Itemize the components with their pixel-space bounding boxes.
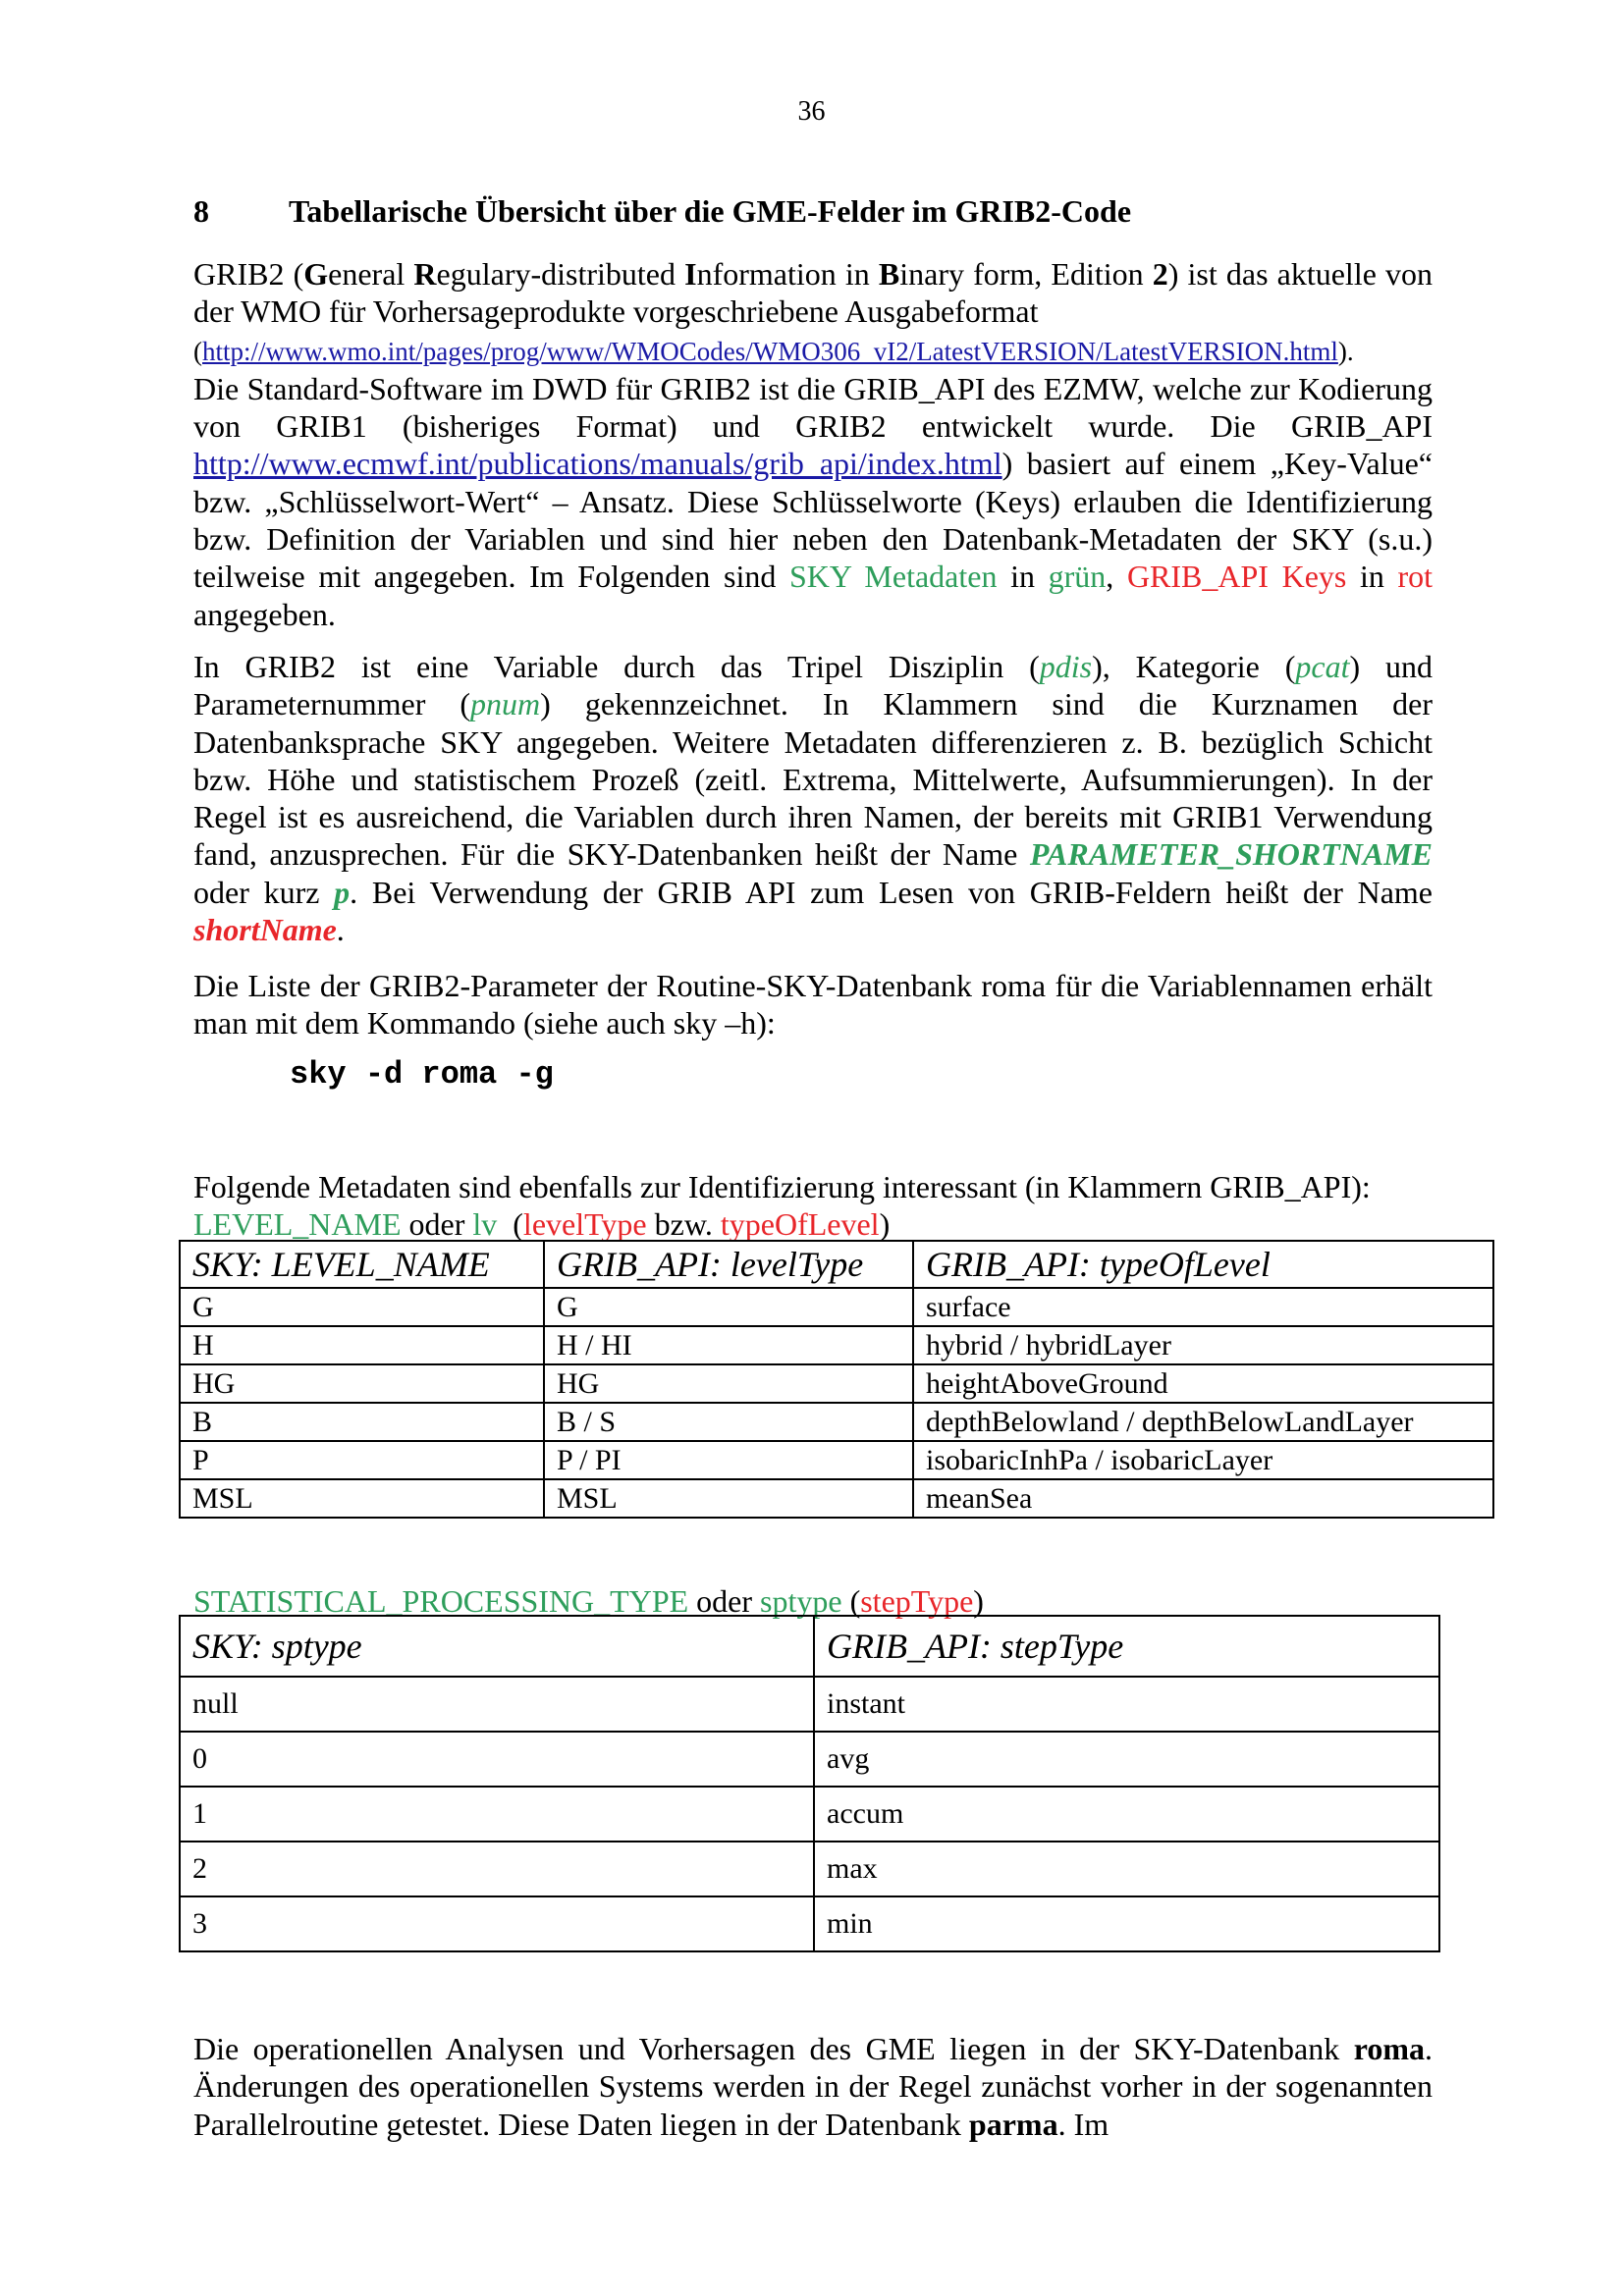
- table-row: [180, 1896, 1439, 1951]
- stat-processing-key: STATISTICAL_PROCESSING_TYPE: [193, 1583, 689, 1619]
- table-cell: null: [180, 1677, 814, 1732]
- shortname-key: shortName: [193, 912, 337, 948]
- parameter-shortname-key: PARAMETER_SHORTNAME: [1029, 836, 1433, 873]
- table-header: GRIB_API: typeOfLevel: [913, 1241, 1493, 1288]
- table-row: [180, 1364, 1493, 1403]
- section-heading: [193, 193, 1433, 230]
- grib-keys-label: GRIB_API Keys: [1126, 559, 1347, 595]
- table-cell: hybrid / hybridLayer: [913, 1326, 1493, 1364]
- sky-command: sky -d roma -g: [290, 1056, 554, 1093]
- sptype-key: sptype: [760, 1583, 842, 1619]
- table-cell: instant: [814, 1677, 1439, 1732]
- text: ) ist das aktuelle von der WMO für Vorhersageprodukte vorgeschriebene Ausgabeformat: [193, 256, 1434, 330]
- table-cell: 1: [180, 1787, 814, 1842]
- table-header-row: [180, 1241, 1493, 1288]
- text: . Im: [1057, 2106, 1109, 2142]
- page-number: 36: [797, 96, 826, 127]
- bold-letter: B: [878, 256, 900, 292]
- text: eneral: [328, 256, 414, 292]
- text: (: [193, 336, 202, 366]
- level-name-key: LEVEL_NAME: [193, 1206, 402, 1243]
- table-cell: HG: [544, 1364, 913, 1403]
- pcat-key: pcat: [1295, 649, 1350, 684]
- text: ) basiert auf einem „Key-Value“ bzw. „Schlüsselwort-Wert“ – Ansatz. Diese Schlüsselworte (Keys) erlauben die Identifizierung bzw. Definition der Variablen und sind hier neben den Datenbank-Metadaten der SKY (s.u.) teilweise mit angegeben. Im Folgenden sind: [193, 446, 1433, 595]
- text: oder: [401, 1206, 473, 1243]
- table-cell: H / HI: [544, 1326, 913, 1364]
- db-roma: roma: [1353, 2031, 1425, 2066]
- table-row: [180, 1732, 1439, 1787]
- table-header-row: [180, 1616, 1439, 1677]
- p-key: p: [334, 874, 351, 910]
- table-cell: depthBelowland / depthBelowLandLayer: [913, 1403, 1493, 1441]
- text: bzw.: [646, 1206, 721, 1243]
- table-cell: G: [544, 1288, 913, 1326]
- table-row: [180, 1677, 1439, 1732]
- table-cell: 0: [180, 1732, 814, 1787]
- text: angegeben.: [193, 596, 336, 632]
- table-header: GRIB_API: stepType: [814, 1616, 1439, 1677]
- steptype-key: stepType: [860, 1583, 974, 1619]
- table-header: SKY: LEVEL_NAME: [180, 1241, 544, 1288]
- bold-letter: 2: [1152, 256, 1168, 292]
- text: ), Kategorie (: [1092, 649, 1296, 684]
- lv-key: lv: [472, 1206, 498, 1243]
- table-cell: surface: [913, 1288, 1493, 1326]
- typeoflevel-key: typeOfLevel: [720, 1206, 880, 1243]
- paragraph-operational-db: [193, 2030, 1433, 2143]
- table-row: [180, 1787, 1439, 1842]
- text: nformation in: [696, 256, 879, 292]
- table-cell: min: [814, 1896, 1439, 1951]
- text: .: [336, 912, 345, 948]
- table-cell: 2: [180, 1842, 814, 1896]
- red-word: rot: [1397, 559, 1434, 595]
- table-cell: meanSea: [913, 1479, 1493, 1518]
- table-cell: G: [180, 1288, 544, 1326]
- table-cell: 3: [180, 1896, 814, 1951]
- section-number: 8: [193, 193, 209, 229]
- table-header: SKY: sptype: [180, 1616, 814, 1677]
- table-cell: accum: [814, 1787, 1439, 1842]
- text: (: [841, 1583, 861, 1619]
- text: . Änderungen des operationellen Systems werden in der Regel zunächst vorher in der sogenannten Parallelroutine getestet. Diese Daten liegen in der Datenbank: [193, 2031, 1433, 2142]
- text: oder kurz: [193, 874, 335, 910]
- table-cell: P / PI: [544, 1441, 913, 1479]
- green-word: grün: [1048, 559, 1107, 595]
- table-row: [180, 1479, 1493, 1518]
- table-cell: isobaricInhPa / isobaricLayer: [913, 1441, 1493, 1479]
- text: Die operationellen Analysen und Vorhersagen des GME liegen in der SKY-Datenbank: [193, 2031, 1354, 2066]
- paragraph-grib2-intro: [193, 255, 1433, 633]
- wmo-link[interactable]: http://www.wmo.int/pages/prog/www/WMOCodes/WMO306_vI2/LatestVERSION/LatestVERSION.html: [202, 336, 1338, 366]
- paragraph-variable-identification: [193, 648, 1433, 948]
- text: egulary-distributed: [436, 256, 685, 292]
- text: inary form, Edition: [899, 256, 1153, 292]
- sptype-table: [179, 1615, 1440, 1952]
- text: ) und Parameternummer (: [193, 649, 1434, 722]
- table-header: GRIB_API: levelType: [544, 1241, 913, 1288]
- text: ,: [1106, 559, 1114, 595]
- bold-letter: G: [303, 256, 329, 292]
- sky-metadata-label: SKY Metadaten: [788, 559, 998, 595]
- table-cell: P: [180, 1441, 544, 1479]
- bold-letter: I: [684, 256, 697, 292]
- text: ) gekennzeichnet. In Klammern sind die Kurznamen der Datenbanksprache SKY angegeben. Weitere Metadaten differenzieren z. B. bezüglich Schicht bzw. Höhe und statistischem Prozeß (zeitl. Extrema, Mittelwerte, Aufsummierungen). In der Regel ist es ausreichend, die Variablen durch ihren Namen, der bereits mit GRIB1 Verwendung fand, anzusprechen. Für die SKY-Datenbanken heißt der Name: [193, 686, 1434, 873]
- text: GRIB2 (: [193, 256, 304, 292]
- text: ): [879, 1206, 891, 1243]
- table-cell: H: [180, 1326, 544, 1364]
- bold-letter: R: [413, 256, 437, 292]
- text: (: [497, 1206, 523, 1243]
- text: ): [973, 1583, 984, 1619]
- table-cell: HG: [180, 1364, 544, 1403]
- table-cell: heightAboveGround: [913, 1364, 1493, 1403]
- db-parma: parma: [968, 2106, 1058, 2142]
- text: Folgende Metadaten sind ebenfalls zur Identifizierung interessant (in Klammern GRIB_API):: [193, 1169, 1371, 1204]
- pdis-key: pdis: [1039, 649, 1093, 684]
- table-row: [180, 1842, 1439, 1896]
- text: in: [1346, 559, 1398, 595]
- leveltype-key: levelType: [522, 1206, 647, 1243]
- text: oder: [688, 1583, 761, 1619]
- table-row: [180, 1326, 1493, 1364]
- table-cell: B / S: [544, 1403, 913, 1441]
- paragraph-metadata-intro: [193, 1168, 1433, 1244]
- level-name-table: [179, 1240, 1494, 1519]
- table-cell: avg: [814, 1732, 1439, 1787]
- text: . Bei Verwendung der GRIB API zum Lesen von GRIB-Feldern heißt der Name: [350, 874, 1434, 910]
- text: Die Standard-Software im DWD für GRIB2 ist die GRIB_API des EZMW, welche zur Kodierung von GRIB1 (bisheriges Format) und GRIB2 entwickelt wurde. Die GRIB_API: [193, 370, 1433, 445]
- ecmwf-link[interactable]: http://www.ecmwf.int/publications/manuals/grib_api/index.html: [193, 446, 1002, 482]
- text: In GRIB2 ist eine Variable durch das Tripel Disziplin (: [193, 649, 1040, 684]
- table-row: [180, 1288, 1493, 1326]
- paragraph-parameter-list: Die Liste der GRIB2-Parameter der Routine-SKY-Datenbank roma für die Variablennamen erhält man mit dem Kommando (siehe auch sky –h):: [193, 968, 1433, 1041]
- section-title: Tabellarische Übersicht über die GME-Felder im GRIB2-Code: [289, 193, 1132, 229]
- text: in: [997, 559, 1049, 595]
- table-cell: B: [180, 1403, 544, 1441]
- table-row: [180, 1441, 1493, 1479]
- text: ).: [1337, 336, 1354, 366]
- table-cell: max: [814, 1842, 1439, 1896]
- table-row: [180, 1403, 1493, 1441]
- table-cell: MSL: [544, 1479, 913, 1518]
- table-cell: MSL: [180, 1479, 544, 1518]
- pnum-key: pnum: [470, 686, 541, 722]
